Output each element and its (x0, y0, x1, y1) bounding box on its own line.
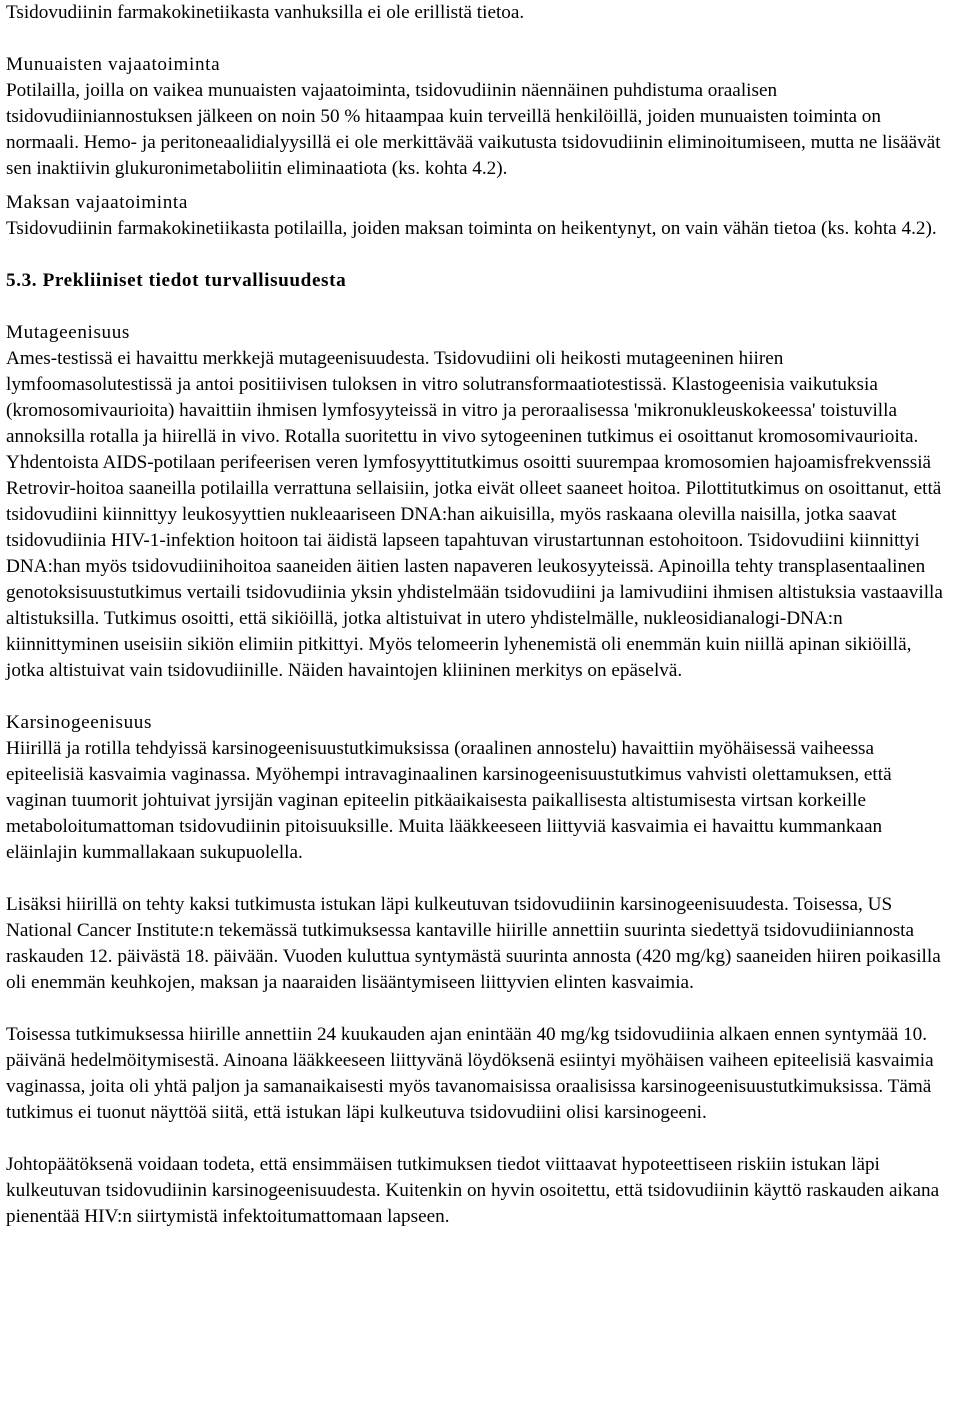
spacer (6, 684, 954, 710)
elderly-pharmacokinetics-note: Tsidovudiinin farmakokinetiikasta vanhuksilla ei ole erillistä tietoa. (6, 2, 525, 23)
carcinogenicity-paragraph-3: Toisessa tutkimuksessa hiirille annettiin 24 kuukauden ajan enintään 40 mg/kg tsidovudiinia alkaen ennen syntymää 10. päivänä hedelmöitymisestä. Ainoana lääkkeeseen liittyvänä löydöksenä esiintyi myöhäisen vaiheen epiteelisiä kasvaimia vaginassa, joita oli yhtä paljon ja samanaikaisesti myös tavanomaisissa oraalisissa karsinogeenisuustutkimuksissa. Tämä tutkimus ei tuonut näyttöä siitä, että istukan läpi kulkeutuva tsidovudiini olisi karsinogeeni. (6, 1024, 934, 1123)
spacer (6, 866, 954, 892)
spacer (6, 294, 954, 320)
hepatic-impairment-text: Tsidovudiinin farmakokinetiikasta potilailla, joiden maksan toiminta on heikentynyt, on vain vähän tietoa (ks. kohta 4.2). (6, 218, 937, 239)
mutagenicity-heading: Mutageenisuus (6, 322, 130, 343)
spacer (6, 242, 954, 268)
spacer (6, 1126, 954, 1152)
carcinogenicity-heading: Karsinogeenisuus (6, 712, 153, 733)
section-heading-preclinical: 5.3. Prekliiniset tiedot turvallisuudesta (6, 270, 347, 291)
spacer (6, 996, 954, 1022)
mutagenicity-text: Ames-testissä ei havaittu merkkejä mutageenisuudesta. Tsidovudiini oli heikosti mutageeninen hiiren lymfoomasolutestissä ja antoi positiivisen tuloksen in vitro solutransformaatiotestissä. Klastogeenisia vaikutuksia (kromosomivaurioita) havaittiin ihmisen lymfosyyteissä in vitro ja peroraalisessa 'mikronukleuskokeessa' toistuvilla annoksilla rotalla ja hiirellä in vivo. Rotalla suoritettu in vivo sytogeeninen tutkimus ei osoittanut kromosomivaurioita. Yhdentoista AIDS-potilaan perifeerisen veren lymfosyyttitutkimus osoitti suurempaa kromosomien hajoamisfrekvenssiä Retrovir-hoitoa saaneilla potilailla verrattuna sellaisiin, jotka eivät olleet saaneet hoitoa. Pilottitutkimus on osoittanut, että tsidovudiini kiinnittyy leukosyyttien nukleaariseen DNA:han aikuisilla, myös raskaana olevilla naisilla, jotka saavat tsidovudiinia HIV-1-infektion hoitoon tai äidistä lapseen tapahtuvan virustartunnan estohoitoon. Tsidovudiini kiinnittyi DNA:han myös tsidovudiinihoitoa saaneiden äitien lasten napaveren leukosyyteissä. Apinoilla tehty transplasentaalinen genotoksisuustutkimus vertaili tsidovudiinia yksin yhdistelmään tsidovudiini ja lamivudiini ihmisen altistuksia vastaavilla altistuksilla. Tutkimus osoitti, että sikiöillä, jotka altistuivat in utero yhdistelmälle, nukleosidianalogi-DNA:n kiinnittyminen useisiin sikiön elimiin pitkittyi. Myös telomeerin lyhenemistä oli enemmän kuin niillä apinan sikiöillä, jotka altistuivat vain tsidovudiinille. Näiden havaintojen kliininen merkitys on epäselvä. (6, 348, 943, 681)
carcinogenicity-paragraph-1: Hiirillä ja rotilla tehdyissä karsinogeenisuustutkimuksissa (oraalinen annostelu) havaittiin myöhäisessä vaiheessa epiteelisiä kasvaimia vaginassa. Myöhempi intravaginaalinen karsinogeenisuustutkimus vahvisti olettamuksen, että vaginan tuumorit johtuivat jyrsijän vaginan epiteelin pitkäaikaisesta paikallisesta altistumisesta virtsan korkeille metaboloitumattoman tsidovudiinin pitoisuuksille. Muita lääkkeeseen liittyviä kasvaimia ei havaittu kummankaan eläinlajin kummallakaan sukupuolella. (6, 738, 892, 863)
renal-impairment-heading: Munuaisten vajaatoiminta (6, 54, 221, 75)
carcinogenicity-paragraph-2: Lisäksi hiirillä on tehty kaksi tutkimusta istukan läpi kulkeutuvan tsidovudiinin karsinogeenisuudesta. Toisessa, US National Cancer Institute:n tekemässä tutkimuksessa kantaville hiirille annettiin suurinta siedettyä tsidovudiiniannosta raskauden 12. päivästä 18. päivään. Vuoden kuluttua syntymästä suurinta annosta (420 mg/kg) saaneiden hiiren poikasilla oli enemmän keuhkojen, maksan ja naaraiden lisääntymiseen liittyvien elinten kasvaimia. (6, 894, 941, 993)
hepatic-impairment-heading: Maksan vajaatoiminta (6, 192, 188, 213)
carcinogenicity-conclusion: Johtopäätöksenä voidaan todeta, että ensimmäisen tutkimuksen tiedot viittaavat hypoteettiseen riskiin istukan läpi kulkeutuvan tsidovudiinin karsinogeenisuudesta. Kuitenkin on hyvin osoitettu, että tsidovudiinin käyttö raskauden aikana pienentää HIV:n siirtymistä infektoitumattomaan lapseen. (6, 1154, 940, 1227)
spacer (6, 26, 954, 52)
renal-impairment-text: Potilailla, joilla on vaikea munuaisten vajaatoiminta, tsidovudiinin näennäinen puhdistuma oraalisen tsidovudiiniannostuksen jälkeen on noin 50 % hitaampaa kuin terveillä henkilöillä, joiden munuaisten toiminta on normaali. Hemo- ja peritoneaalidialyysillä ei ole merkittävää vaikutusta tsidovudiinin eliminoitumiseen, mutta ne lisäävät sen inaktiivin glukuronimetaboliitin eliminaatiota (ks. kohta 4.2). (6, 80, 941, 179)
spacer (6, 182, 954, 190)
